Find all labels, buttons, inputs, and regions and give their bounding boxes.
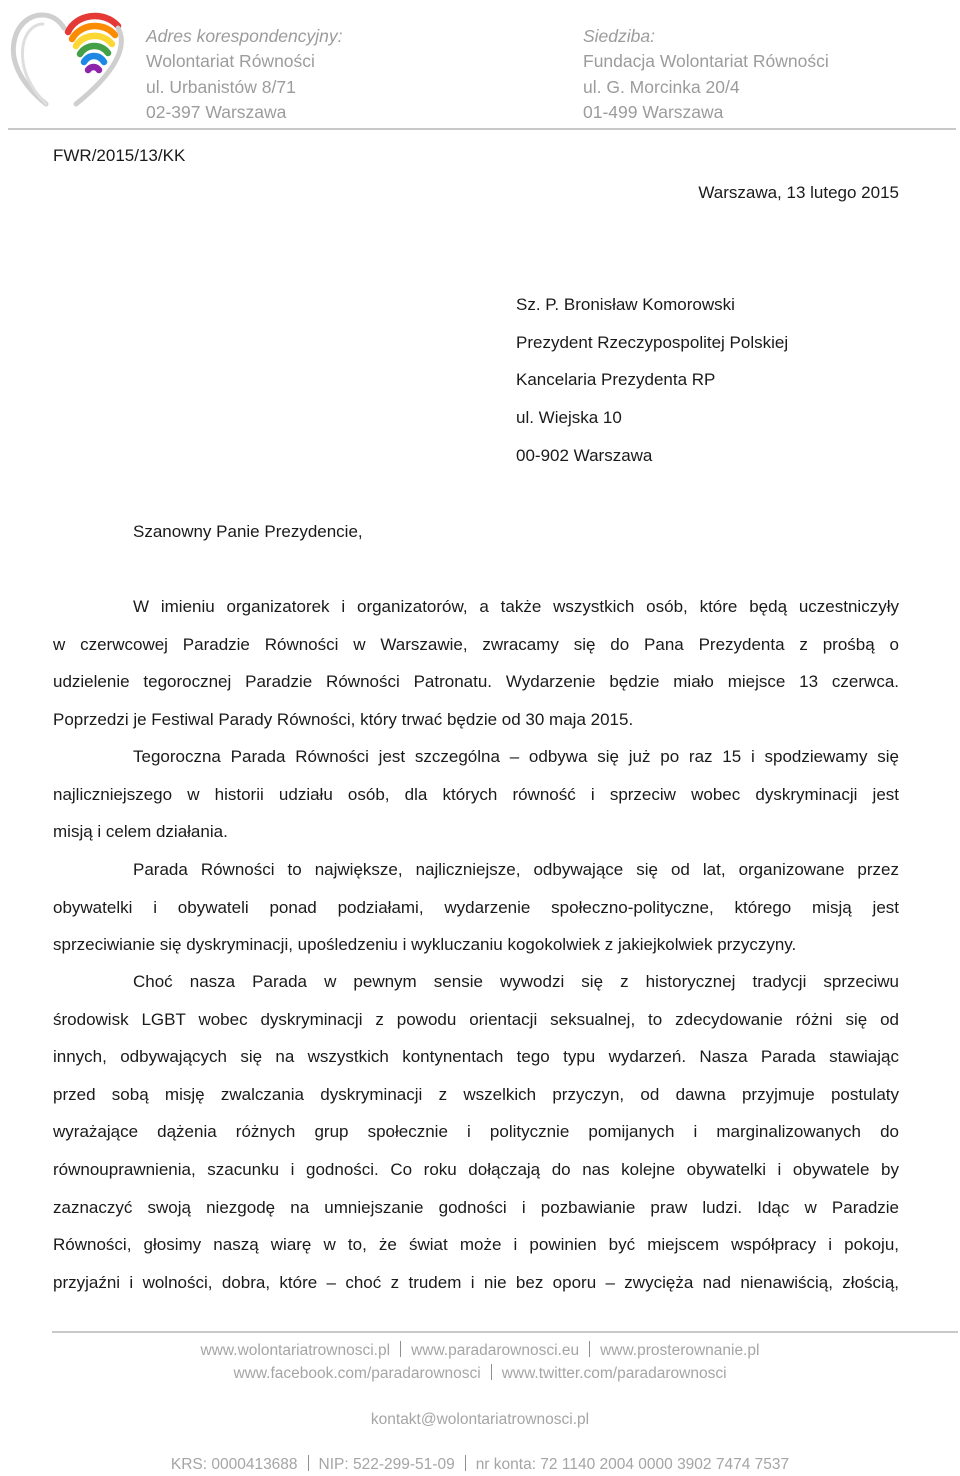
letterhead — [0, 0, 960, 130]
correspondence-name: Wolontariat Równości — [146, 51, 315, 72]
footer-links-row-1 — [0, 1340, 960, 1362]
date-line: Warszawa, 13 lutego 2015 — [698, 183, 899, 202]
footer-divider — [52, 1331, 958, 1333]
paragraph-line: obywatelki i obywateli ponad podziałami, wydarzenie społeczno-polityczne, którego misją jest — [53, 897, 899, 917]
seat-label: Siedziba: — [583, 26, 655, 46]
paragraph-line: misją i celem działania. — [53, 822, 228, 842]
paragraph-line: innych, odbywających się na wszystkich kontynentach tego typu wydarzeń. Nasza Parada stawiając — [53, 1047, 899, 1067]
paragraph-line: wyrażające dążenia różnych grup społecznie i politycznie pomijanych i marginalizowanych do — [53, 1122, 899, 1142]
correspondence-street: ul. Urbanistów 8/71 — [146, 76, 296, 97]
paragraph-line: Równości, głosimy naszą wiarę w to, że świat może i powinien być miejscem współpracy i pokoju, — [53, 1235, 899, 1255]
body-paragraph-3 — [53, 851, 899, 964]
footer-link-wolontariat[interactable]: www.wolontariatrownosci.pl — [200, 1342, 391, 1359]
footer-link-prosterownanie[interactable]: www.prosterownanie.pl — [600, 1342, 760, 1359]
footer-link-facebook[interactable]: www.facebook.com/paradarownosci — [233, 1365, 481, 1382]
footer-separator — [589, 1341, 590, 1357]
paragraph-line: sprzeciwianie się dyskryminacji, upośledzeniu i wykluczaniu kogokolwiek z jakiejkolwiek przyczyny. — [53, 935, 797, 955]
reference-number: FWR/2015/13/KK — [53, 146, 186, 165]
heart-logo-icon — [6, 6, 132, 110]
paragraph-line: Choć nasza Parada w pewnym sensie wywodzi się z historycznej tradycji sprzeciwu — [133, 972, 899, 991]
body-paragraph-4 — [53, 963, 899, 1301]
recipient-line: Prezydent Rzeczypospolitej Polskiej — [516, 333, 789, 352]
paragraph-line: Tegoroczna Parada Równości jest szczególna – odbywa się już po raz 15 i spodziewamy się — [133, 747, 899, 766]
seat-address — [583, 24, 829, 125]
correspondence-label: Adres korespondencyjny: — [146, 26, 343, 46]
footer-separator — [491, 1364, 492, 1380]
recipient-line: 00-902 Warszawa — [516, 446, 653, 465]
footer-account: nr konta: 72 1140 2004 0000 3902 7474 7537 — [475, 1456, 790, 1473]
correspondence-city: 02-397 Warszawa — [146, 101, 287, 122]
paragraph-line: zaznaczyć swoją niezgodę na umniejszanie godności i pozbawianie praw ludzi. Idąc w Paradzie — [53, 1197, 899, 1217]
paragraph-line: najliczniejszego w historii udziału osób, dla których równość i sprzeciw wobec dyskryminacji jest — [53, 784, 899, 804]
paragraph-line: przed sobą misję zwalczania dyskryminacji z wszelkich przyczyn, od dawna przyjmuje postulaty — [53, 1084, 899, 1104]
header-divider — [8, 128, 956, 130]
seat-city: 01-499 Warszawa — [583, 101, 724, 122]
footer-krs: KRS: 0000413688 — [170, 1456, 298, 1473]
recipient-line: Kancelaria Prezydenta RP — [516, 370, 716, 389]
footer-links-row-2 — [0, 1363, 960, 1385]
footer-link-parada[interactable]: www.paradarownosci.eu — [411, 1342, 580, 1359]
paragraph-line: Parada Równości to największe, najliczniejsze, odbywające się od lat, organizowane przez — [133, 860, 899, 879]
footer-separator — [308, 1455, 309, 1471]
footer-separator — [465, 1455, 466, 1471]
body-paragraph-1 — [53, 588, 899, 738]
footer-registry-row — [0, 1454, 960, 1476]
footer-link-twitter[interactable]: www.twitter.com/paradarownosci — [501, 1365, 727, 1382]
paragraph-line: w czerwcowej Paradzie Równości w Warszawie, zwracamy się do Pana Prezydenta z prośbą o — [53, 634, 899, 654]
footer-nip: NIP: 522-299-51-09 — [318, 1456, 455, 1473]
salutation: Szanowny Panie Prezydencie, — [133, 522, 363, 541]
recipient-line: ul. Wiejska 10 — [516, 408, 622, 427]
paragraph-line: równouprawnienia, szacunku i godności. Co roku dołączają do nas kolejne obywatelki i obywatele by — [53, 1159, 899, 1179]
paragraph-line: udzielenie tegorocznej Paradzie Równości Patronatu. Wydarzenie będzie miało miejsce 13 czerwca. — [53, 672, 899, 692]
body-paragraph-2 — [53, 738, 899, 851]
paragraph-line: środowisk LGBT wobec dyskryminacji z powodu orientacji seksualnej, to zdecydowanie różni się od — [53, 1009, 899, 1029]
seat-street: ul. G. Morcinka 20/4 — [583, 76, 740, 97]
footer-email-row — [0, 1409, 960, 1431]
footer-email[interactable]: kontakt@wolontariatrownosci.pl — [370, 1411, 590, 1428]
footer-separator — [400, 1341, 401, 1357]
paragraph-line: W imieniu organizatorek i organizatorów, a także wszystkich osób, które będą uczestniczyły — [133, 597, 899, 616]
seat-name: Fundacja Wolontariat Równości — [583, 51, 829, 72]
paragraph-line: przyjaźni i wolności, dobra, które – choć z trudem i nie bez oporu – zwycięża nad nienawiścią, złością, — [53, 1272, 899, 1292]
recipient-line: Sz. P. Bronisław Komorowski — [516, 295, 735, 314]
paragraph-line: Poprzedzi je Festiwal Parady Równości, który trwać będzie od 30 maja 2015. — [53, 709, 634, 729]
correspondence-address — [146, 24, 343, 125]
